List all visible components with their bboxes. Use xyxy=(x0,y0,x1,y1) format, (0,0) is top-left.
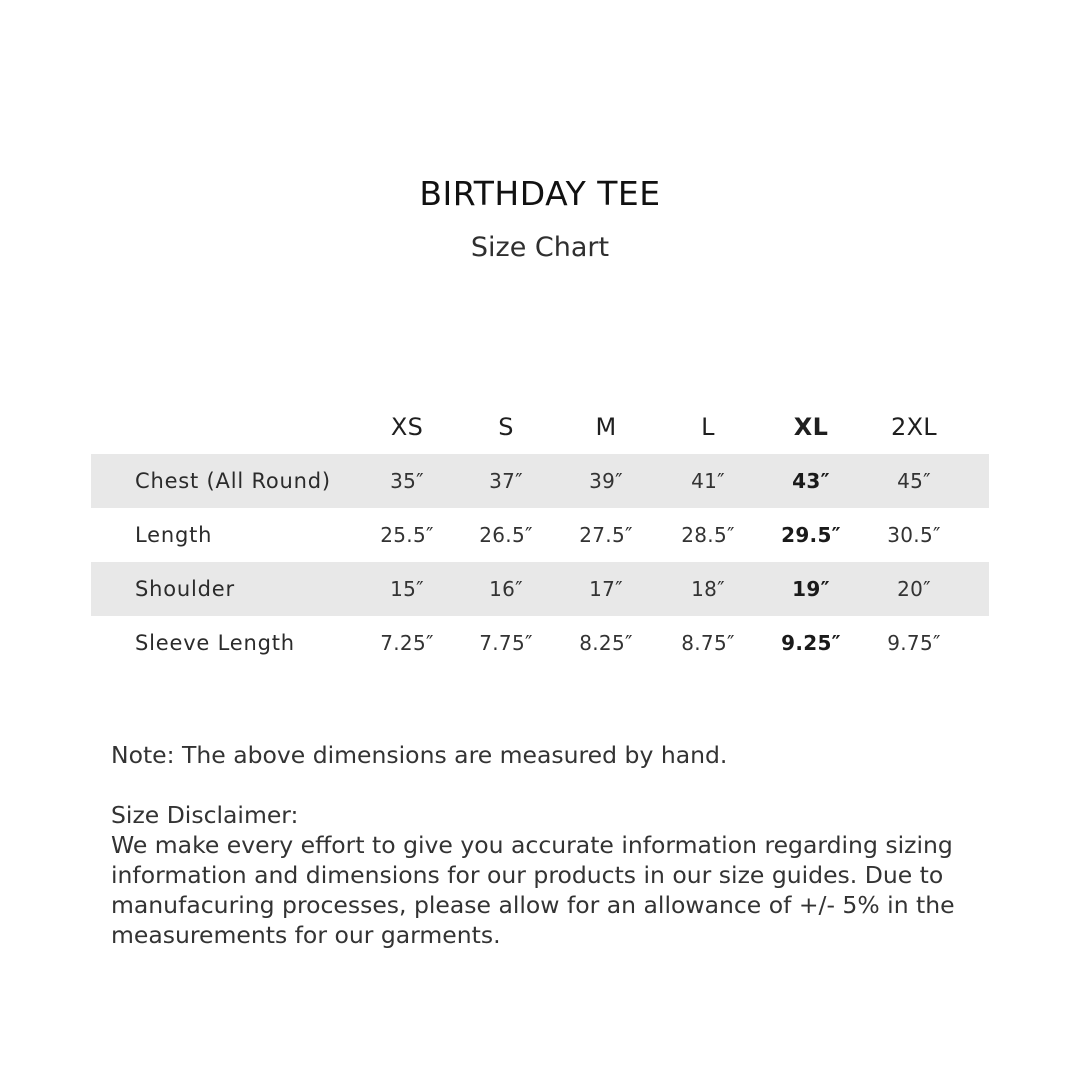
row-label-sleeve-length: Sleeve Length xyxy=(135,631,295,655)
table-row-length xyxy=(91,508,989,562)
table-cell: 9.75″ xyxy=(887,631,941,655)
table-cell: 20″ xyxy=(897,577,931,601)
disclaimer-title: Size Disclaimer: xyxy=(111,801,299,829)
table-cell: 15″ xyxy=(390,577,424,601)
table-cell: 18″ xyxy=(691,577,725,601)
size-header-m: M xyxy=(595,413,617,441)
table-cell-highlighted: 29.5″ xyxy=(781,523,841,547)
measurement-note: Note: The above dimensions are measured by hand. xyxy=(111,741,728,769)
page-subtitle: Size Chart xyxy=(470,232,610,263)
table-cell: 30.5″ xyxy=(887,523,941,547)
table-cell: 27.5″ xyxy=(579,523,633,547)
table-cell-highlighted: 9.25″ xyxy=(781,631,841,655)
row-label-length: Length xyxy=(135,523,213,547)
size-header-xl: XL xyxy=(793,413,829,441)
table-cell: 45″ xyxy=(897,469,931,493)
table-cell: 8.75″ xyxy=(681,631,735,655)
table-cell: 7.25″ xyxy=(380,631,434,655)
table-cell: 28.5″ xyxy=(681,523,735,547)
table-row-shoulder xyxy=(91,562,989,616)
table-cell: 7.75″ xyxy=(479,631,533,655)
size-chart-table xyxy=(91,400,989,670)
row-label-chest: Chest (All Round) xyxy=(135,469,331,493)
table-cell: 35″ xyxy=(390,469,424,493)
table-cell: 39″ xyxy=(589,469,623,493)
page-title: BIRTHDAY TEE xyxy=(419,174,661,213)
table-header-row xyxy=(91,400,989,454)
table-row-sleeve-length xyxy=(91,616,989,670)
notes-section xyxy=(111,740,961,950)
table-cell-highlighted: 43″ xyxy=(792,469,830,493)
size-header-l: L xyxy=(701,413,715,441)
table-cell: 26.5″ xyxy=(479,523,533,547)
table-cell: 17″ xyxy=(589,577,623,601)
row-label-shoulder: Shoulder xyxy=(135,577,235,601)
table-cell-highlighted: 19″ xyxy=(792,577,830,601)
disclaimer-body: We make every effort to give you accurate information regarding sizing information and dimensions for our products in our size guides. Due to manufacuring processes, please allow for an allowance of +/- 5% in the measurements for our garments. xyxy=(111,831,955,949)
size-header-xs: XS xyxy=(390,413,424,441)
table-cell: 8.25″ xyxy=(579,631,633,655)
table-cell: 37″ xyxy=(489,469,523,493)
size-header-s: S xyxy=(498,413,514,441)
table-cell: 16″ xyxy=(489,577,523,601)
table-row-chest xyxy=(91,454,989,508)
table-cell: 25.5″ xyxy=(380,523,434,547)
table-cell: 41″ xyxy=(691,469,725,493)
size-header-2xl: 2XL xyxy=(891,413,937,441)
